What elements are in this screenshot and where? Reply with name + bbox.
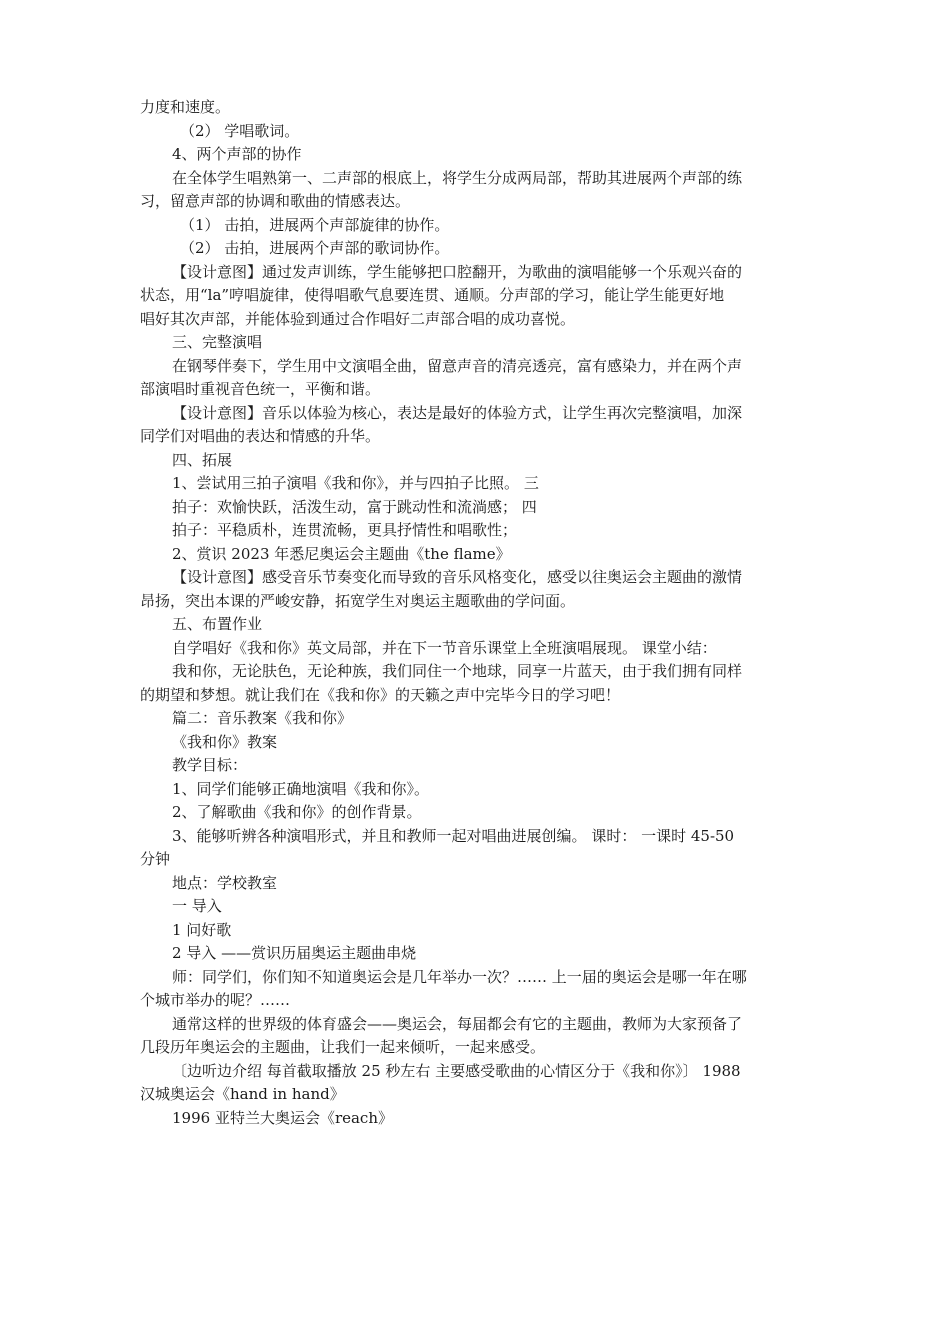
text-line: 3、能够听辨各种演唱形式，并且和教师一起对唱曲进展创编。 课时： 一课时 45-50 <box>172 826 735 845</box>
text-line: 五、布置作业 <box>172 615 263 633</box>
text-line: 同学们对唱曲的表达和情感的升华。 <box>140 427 381 445</box>
document-body <box>140 96 812 1130</box>
text-line: 《我和你》教案 <box>172 732 278 751</box>
text-line: 力度和速度。 <box>140 98 231 116</box>
text-line: 2、赏识 2023 年悉尼奥运会主题曲《the flame》 <box>172 544 511 563</box>
text-line: 昂扬，突出本课的严峻安静，拓宽学生对奥运主题歌曲的学问面。 <box>140 591 576 610</box>
text-line: 1、同学们能够正确地演唱《我和你》。 <box>172 779 430 798</box>
text-line: （2） 击拍，进展两个声部的歌词协作。 <box>180 239 450 257</box>
text-line: 拍子：欢愉快跃，活泼生动，富于跳动性和流淌感； 四 <box>172 497 537 516</box>
text-line: 的期望和梦想。就让我们在《我和你》的天籁之声中完毕今日的学习吧！ <box>140 685 621 704</box>
text-line: 1 问好歌 <box>172 920 232 939</box>
text-line: 唱好其次声部，并能体验到通过合作唱好二声部合唱的成功喜悦。 <box>140 309 576 328</box>
text-line: 4、两个声部的协作 <box>172 145 302 163</box>
text-line: 自学唱好《我和你》英文局部，并在下一节音乐课堂上全班演唱展现。 课堂小结： <box>172 638 717 657</box>
text-line: 部演唱时重视音色统一，平衡和谐。 <box>140 380 381 398</box>
text-line: 一 导入 <box>172 897 222 915</box>
text-line: 1、尝试用三拍子演唱《我和你》，并与四拍子比照。 三 <box>172 474 539 492</box>
text-line: 【设计意图】通过发声训练，学生能够把口腔翻开，为歌曲的演唱能够一个乐观兴奋的 <box>172 262 743 281</box>
text-line: 篇二：音乐教案《我和你》 <box>172 709 353 727</box>
text-line: 1996 亚特兰大奥运会《reach》 <box>172 1108 393 1127</box>
text-line: 师：同学们，你们知不知道奥运会是几年举办一次？…… 上一届的奥运会是哪一年在哪 <box>172 967 747 986</box>
text-line: 我和你，无论肤色，无论种族，我们同住一个地球，同享一片蓝天，由于我们拥有同样 <box>172 662 743 680</box>
text-line: 【设计意图】感受音乐节奏变化而导致的音乐风格变化，感受以往奥运会主题曲的激情 <box>172 568 743 586</box>
text-line: 教学目标： <box>172 756 248 774</box>
text-line: （1） 击拍，进展两个声部旋律的协作。 <box>180 215 450 234</box>
text-line: 拍子：平稳质朴，连贯流畅，更具抒情性和唱歌性； <box>172 521 518 539</box>
text-line: 状态，用“la”哼唱旋律，使得唱歌气息要连贯、通顺。分声部的学习，能让学生能更好地 <box>140 286 725 304</box>
text-line: 在钢琴伴奏下，学生用中文演唱全曲，留意声音的清亮透亮，富有感染力，并在两个声 <box>172 356 743 375</box>
text-line: 在全体学生唱熟第一、二声部的根底上，将学生分成两局部，帮助其进展两个声部的练 <box>172 168 743 187</box>
text-line: 通常这样的世界级的体育盛会——奥运会，每届都会有它的主题曲，教师为大家预备了 <box>172 1014 743 1033</box>
text-line: 分钟 <box>140 850 171 868</box>
text-line: 习，留意声部的协调和歌曲的情感表达。 <box>140 192 411 210</box>
text-line: 个城市举办的呢？…… <box>140 991 291 1009</box>
text-line: （2） 学唱歌词。 <box>180 121 300 140</box>
text-line: 【设计意图】音乐以体验为核心，表达是最好的体验方式，让学生再次完整演唱，加深 <box>172 403 743 422</box>
text-line: 〔边听边介绍 每首截取播放 25 秒左右 主要感受歌曲的心情区分于《我和你》〕 1988 <box>172 1061 741 1080</box>
text-line: 地点：学校教室 <box>172 873 278 892</box>
text-line: 三、完整演唱 <box>172 333 263 351</box>
text-line: 2、了解歌曲《我和你》的创作背景。 <box>172 803 422 821</box>
text-line: 四、拓展 <box>172 450 233 469</box>
text-line: 2 导入 ——赏识历届奥运主题曲串烧 <box>172 944 417 962</box>
text-line: 几段历年奥运会的主题曲，让我们一起来倾听，一起来感受。 <box>140 1038 546 1056</box>
text-line: 汉城奥运会《hand in hand》 <box>140 1085 345 1103</box>
